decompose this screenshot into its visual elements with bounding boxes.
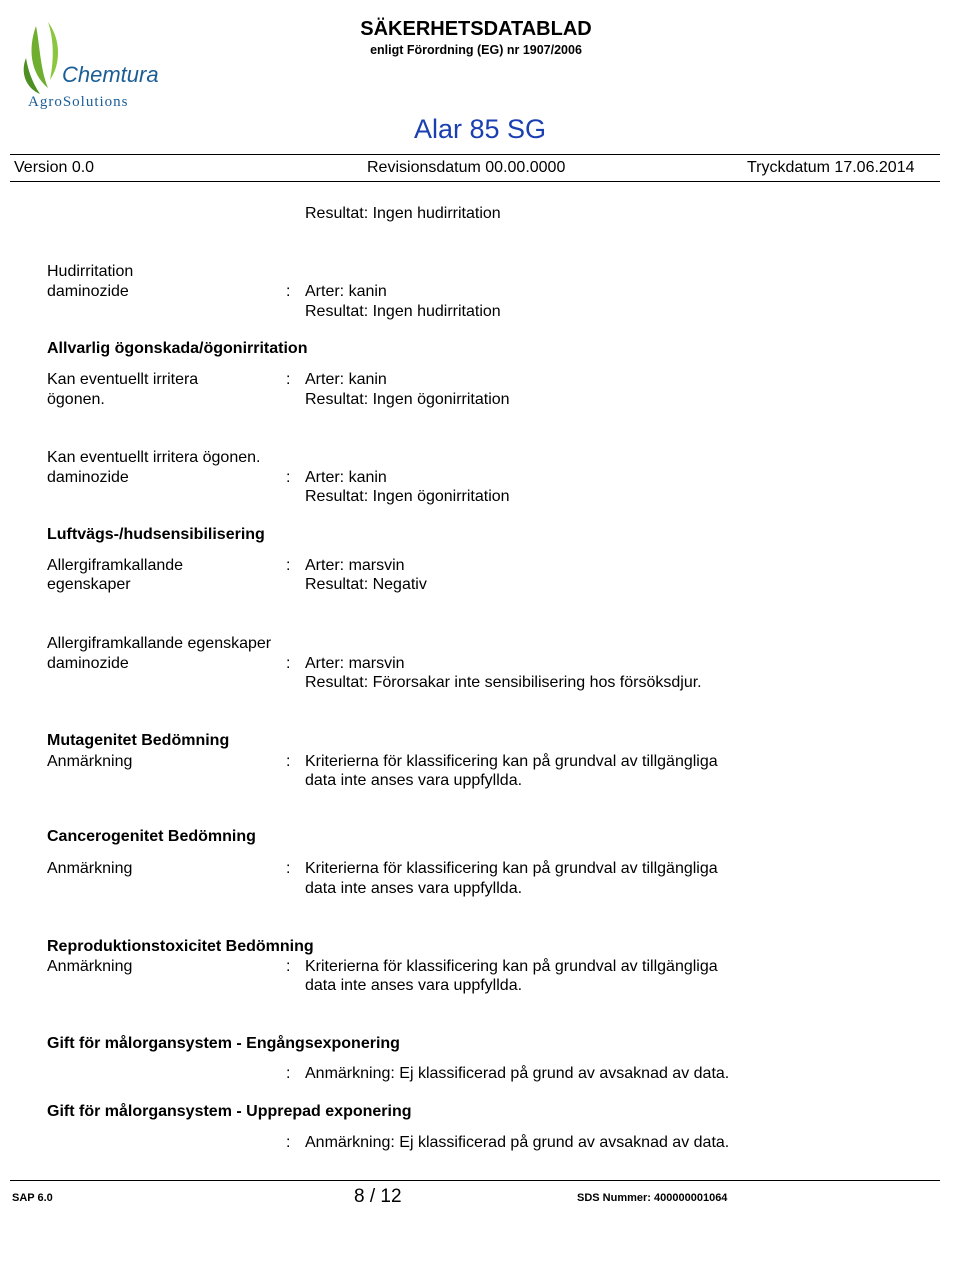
document-subtitle: enligt Förordning (EG) nr 1907/2006 <box>370 43 582 57</box>
colon: : <box>286 860 291 877</box>
print-date: Tryckdatum 17.06.2014 <box>747 159 915 176</box>
stot-se-heading: Gift för målorgansystem - Engångsexponering <box>47 1035 400 1052</box>
skin-species: Arter: kanin <box>305 283 387 300</box>
colon: : <box>286 655 291 672</box>
skin-title: Hudirritation <box>47 263 134 280</box>
eye2-title: Kan eventuellt irritera ögonen. <box>47 449 261 466</box>
sens2-species: Arter: marsvin <box>305 655 405 672</box>
carc-text-line2: data inte anses vara uppfyllda. <box>305 880 523 897</box>
carc-label: Anmärkning <box>47 860 133 877</box>
sens2-substance: daminozide <box>47 655 129 672</box>
colon: : <box>286 753 291 770</box>
sens2-title: Allergiframkallande egenskaper <box>47 635 272 652</box>
colon: : <box>286 469 291 486</box>
muta-text-line1: Kriterierna för klassificering kan på grundval av tillgängliga <box>305 753 718 770</box>
colon: : <box>286 1065 291 1082</box>
sens2-result: Resultat: Förorsakar inte sensibilisering hos försöksdjur. <box>305 674 702 691</box>
repro-text-line2: data inte anses vara uppfyllda. <box>305 977 523 994</box>
repro-text-line1: Kriterierna för klassificering kan på grundval av tillgängliga <box>305 958 718 975</box>
eye2-substance: daminozide <box>47 469 129 486</box>
colon: : <box>286 557 291 574</box>
logo-line1: Chemtura <box>62 62 159 87</box>
eye2-species: Arter: kanin <box>305 469 387 486</box>
repro-heading: Reproduktionstoxicitet Bedömning <box>47 938 314 955</box>
sds-number: SDS Nummer: 400000001064 <box>577 1192 728 1204</box>
document-title: SÄKERHETSDATABLAD <box>360 18 592 40</box>
repro-label: Anmärkning <box>47 958 133 975</box>
skin-substance: daminozide <box>47 283 129 300</box>
carc-heading: Cancerogenitet Bedömning <box>47 828 256 845</box>
stot-se-text: Anmärkning: Ej klassificerad på grund av avsaknad av data. <box>305 1065 730 1082</box>
header-divider-top <box>10 154 940 155</box>
page-number: 8 / 12 <box>354 1186 402 1207</box>
stot-re-heading: Gift för målorgansystem - Upprepad exponering <box>47 1103 412 1120</box>
muta-heading: Mutagenitet Bedömning <box>47 732 230 749</box>
colon: : <box>286 1134 291 1151</box>
eye1-label-line1: Kan eventuellt irritera <box>47 371 199 388</box>
eye1-species: Arter: kanin <box>305 371 387 388</box>
colon: : <box>286 283 291 300</box>
carc-text-line1: Kriterierna för klassificering kan på grundval av tillgängliga <box>305 860 718 877</box>
sens1-label-line2: egenskaper <box>47 576 131 593</box>
stot-re-text: Anmärkning: Ej klassificerad på grund av avsaknad av data. <box>305 1134 730 1151</box>
eye2-result: Resultat: Ingen ögonirritation <box>305 488 510 505</box>
sens1-result: Resultat: Negativ <box>305 576 427 593</box>
eye1-label-line2: ögonen. <box>47 391 105 408</box>
skin-result-top: Resultat: Ingen hudirritation <box>305 205 501 222</box>
muta-label: Anmärkning <box>47 753 133 770</box>
product-name: Alar 85 SG <box>413 114 547 144</box>
sens1-species: Arter: marsvin <box>305 557 405 574</box>
sens1-label-line1: Allergiframkallande <box>47 557 184 574</box>
version-text: Version 0.0 <box>14 159 95 176</box>
colon: : <box>286 958 291 975</box>
footer-divider <box>10 1180 940 1181</box>
sens-heading: Luftvägs-/hudsensibilisering <box>47 526 265 543</box>
logo-line2: AgroSolutions <box>28 94 129 110</box>
header-divider-bottom <box>10 181 940 182</box>
eye-heading: Allvarlig ögonskada/ögonirritation <box>47 340 308 357</box>
colon: : <box>286 371 291 388</box>
eye1-result: Resultat: Ingen ögonirritation <box>305 391 510 408</box>
revision-date: Revisionsdatum 00.00.0000 <box>367 159 566 176</box>
skin-result: Resultat: Ingen hudirritation <box>305 303 501 320</box>
muta-text-line2: data inte anses vara uppfyllda. <box>305 772 523 789</box>
footer-sap: SAP 6.0 <box>12 1192 53 1204</box>
